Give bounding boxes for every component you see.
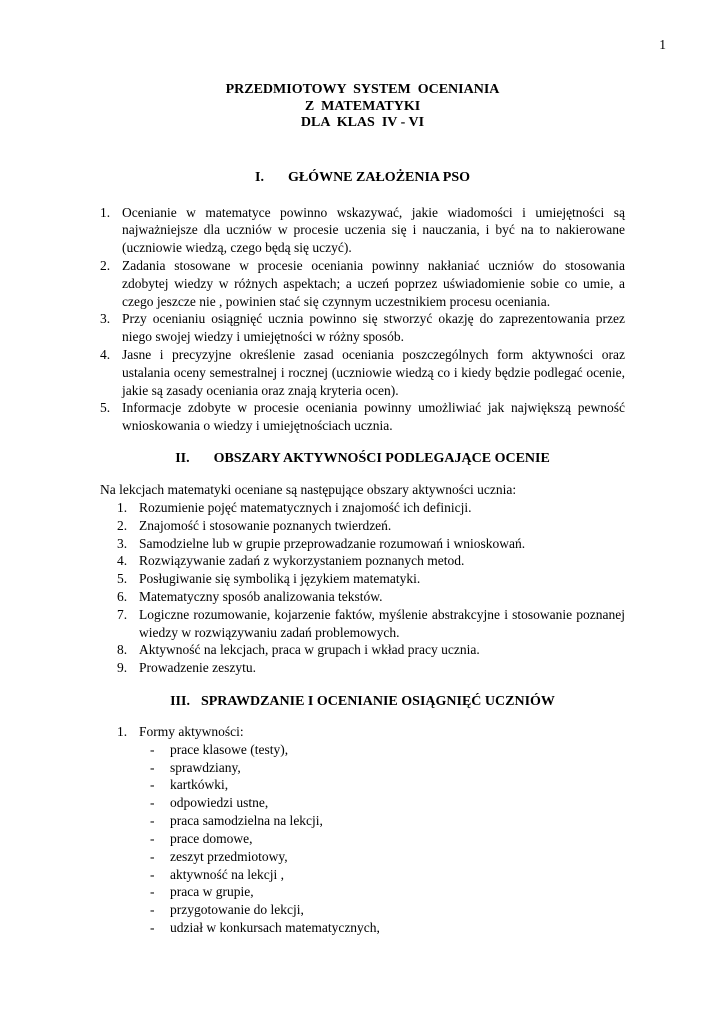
item-number: 4.: [117, 553, 128, 569]
bullet-text: sprawdziany,: [170, 759, 241, 775]
forms-of-activity-item: [117, 723, 625, 741]
item-number: 3.: [100, 311, 111, 327]
dash-marker: -: [150, 741, 155, 757]
section-2-intro: Na lekcjach matematyki oceniane są następujące obszary aktywności ucznia:: [100, 482, 517, 498]
item-text: Matematyczny sposób analizowania tekstów.: [139, 588, 383, 604]
list-item: [117, 535, 625, 553]
bullet-item: [150, 919, 625, 937]
item-text: Posługiwanie się symboliką i językiem matematyki.: [139, 571, 421, 587]
item-text: Ocenianie w matematyce powinno wskazywać, jakie wiadomości i umiejętności są najważniejsze dla uczniów w procesie uczenia się i nauczania, i być na to nakierowane (uczniowie wiedzą, czego będą się uczyć).: [122, 204, 625, 256]
section-3-title: SPRAWDZANIE I OCENIANIE OSIĄGNIĘĆ UCZNIÓW: [200, 694, 555, 709]
section-3-heading: [100, 693, 625, 711]
bullet-text: udział w konkursach matematycznych,: [170, 919, 380, 935]
bullet-item: [150, 883, 625, 901]
title-line-3: DLA KLAS IV - VI: [300, 115, 425, 130]
bullet-item: [150, 866, 625, 884]
section-1-number: I.: [255, 169, 264, 185]
list-item: [117, 659, 625, 677]
bullet-item: [150, 901, 625, 919]
list-item: [117, 499, 625, 517]
bullet-text: kartkówki,: [170, 777, 229, 793]
item-text: Zadania stosowane w procesie oceniania powinny nakłaniać uczniów do stosowania zdobytej wiedzy w różnych aspektach; a uczeń poprzez uświadomienie sobie co umie, a czego jeszcze nie , powinien stać się czynnym uczestnikiem procesu oceniania.: [122, 257, 625, 309]
bullet-text: prace klasowe (testy),: [170, 741, 289, 757]
item-number: 1.: [117, 724, 128, 739]
bullet-text: praca w grupie,: [170, 884, 254, 900]
dash-marker: -: [150, 830, 155, 846]
bullet-item: [150, 830, 625, 848]
title-line-1: PRZEDMIOTOWY SYSTEM OCENIANIA: [225, 82, 500, 97]
item-text: Logiczne rozumowanie, kojarzenie faktów, myślenie abstrakcyjne i stosowanie poznanej wiedzy w rozwiązywaniu zadań problemowych.: [139, 606, 625, 640]
item-number: 2.: [117, 517, 128, 533]
item-text: Informacje zdobyte w procesie oceniania powinny umożliwiać jak największą pewność wnioskowania o wiedzy i umiejętnościach ucznia.: [122, 400, 625, 434]
bullet-text: zeszyt przedmiotowy,: [170, 848, 288, 864]
bullet-item: [150, 741, 625, 759]
list-item: [100, 204, 625, 257]
bullet-item: [150, 794, 625, 812]
item-number: 9.: [117, 660, 128, 676]
item-number: 2.: [100, 257, 111, 273]
item-text: Formy aktywności:: [139, 724, 244, 739]
item-number: 4.: [100, 347, 111, 362]
item-number: 1.: [117, 499, 128, 515]
section-2-number: II.: [175, 451, 190, 467]
bullet-item: [150, 759, 625, 777]
title-line-2: Z MATEMATYKI: [304, 98, 421, 114]
dash-marker: -: [150, 813, 155, 829]
section-1-list: [100, 204, 625, 436]
list-item: [117, 570, 625, 588]
item-text: Jasne i precyzyjne określenie zasad oceniania poszczególnych form aktywności oraz ustalania oceny semestralnej i rocznej (uczniowie wiedzą co i kiedy będzie podlegać ocenie, jakie są zasady oceniania oraz znają kryteria ocen).: [122, 347, 625, 398]
bullet-item: [150, 812, 625, 830]
section-2-heading: [100, 450, 625, 468]
dash-marker: -: [150, 919, 155, 935]
list-item: [117, 588, 625, 606]
bullet-text: odpowiedzi ustne,: [170, 795, 269, 811]
bullet-text: praca samodzielna na lekcji,: [170, 813, 323, 829]
list-item: [100, 310, 625, 346]
item-number: 8.: [117, 642, 128, 658]
item-text: Samodzielne lub w grupie przeprowadzanie rozumowań i wnioskowań.: [139, 535, 526, 551]
section-1-heading: [100, 169, 625, 187]
list-item: [117, 606, 625, 642]
dash-marker: -: [150, 759, 155, 775]
bullet-item: [150, 848, 625, 866]
dash-marker: -: [150, 866, 155, 882]
list-item: [100, 346, 625, 399]
dash-marker: -: [150, 848, 155, 864]
section-3-number: III.: [170, 694, 190, 709]
page-number: 1: [659, 37, 666, 52]
section-2-title: OBSZARY AKTYWNOŚCI PODLEGAJĄCE OCENIE: [213, 451, 550, 467]
document-content: [100, 82, 625, 937]
document-title: [100, 82, 625, 132]
item-text: Przy ocenianiu osiągnięć ucznia powinno się stworzyć okazję do zaprezentowania przez niego swojej wiedzy i umiejętności w różny sposób.: [122, 311, 625, 345]
list-item: [117, 517, 625, 535]
item-text: Aktywność na lekcjach, praca w grupach i wkład pracy ucznia.: [139, 642, 480, 658]
item-number: 3.: [117, 535, 128, 551]
section-1-title: GŁÓWNE ZAŁOŻENIA PSO: [287, 169, 470, 185]
item-number: 5.: [100, 400, 111, 416]
section-2-list: [117, 499, 625, 677]
list-item: [117, 641, 625, 659]
dash-marker: -: [150, 777, 155, 793]
bullet-text: prace domowe,: [170, 830, 253, 846]
item-number: 1.: [100, 204, 111, 220]
item-text: Rozumienie pojęć matematycznych i znajomość ich definicji.: [139, 499, 472, 515]
dash-marker: -: [150, 902, 155, 918]
list-item: [117, 552, 625, 570]
bullet-item: [150, 776, 625, 794]
item-number: 6.: [117, 588, 128, 604]
item-text: Prowadzenie zeszytu.: [139, 660, 256, 676]
bullet-text: przygotowanie do lekcji,: [170, 902, 304, 918]
item-number: 5.: [117, 571, 128, 587]
section-3-bullet-list: [150, 741, 625, 937]
list-item: [100, 257, 625, 310]
dash-marker: -: [150, 795, 155, 811]
dash-marker: -: [150, 884, 155, 900]
bullet-text: aktywność na lekcji ,: [170, 866, 284, 882]
item-text: Rozwiązywanie zadań z wykorzystaniem poznanych metod.: [139, 553, 465, 569]
list-item: [100, 399, 625, 435]
item-number: 7.: [117, 606, 128, 622]
item-text: Znajomość i stosowanie poznanych twierdzeń.: [139, 517, 392, 533]
